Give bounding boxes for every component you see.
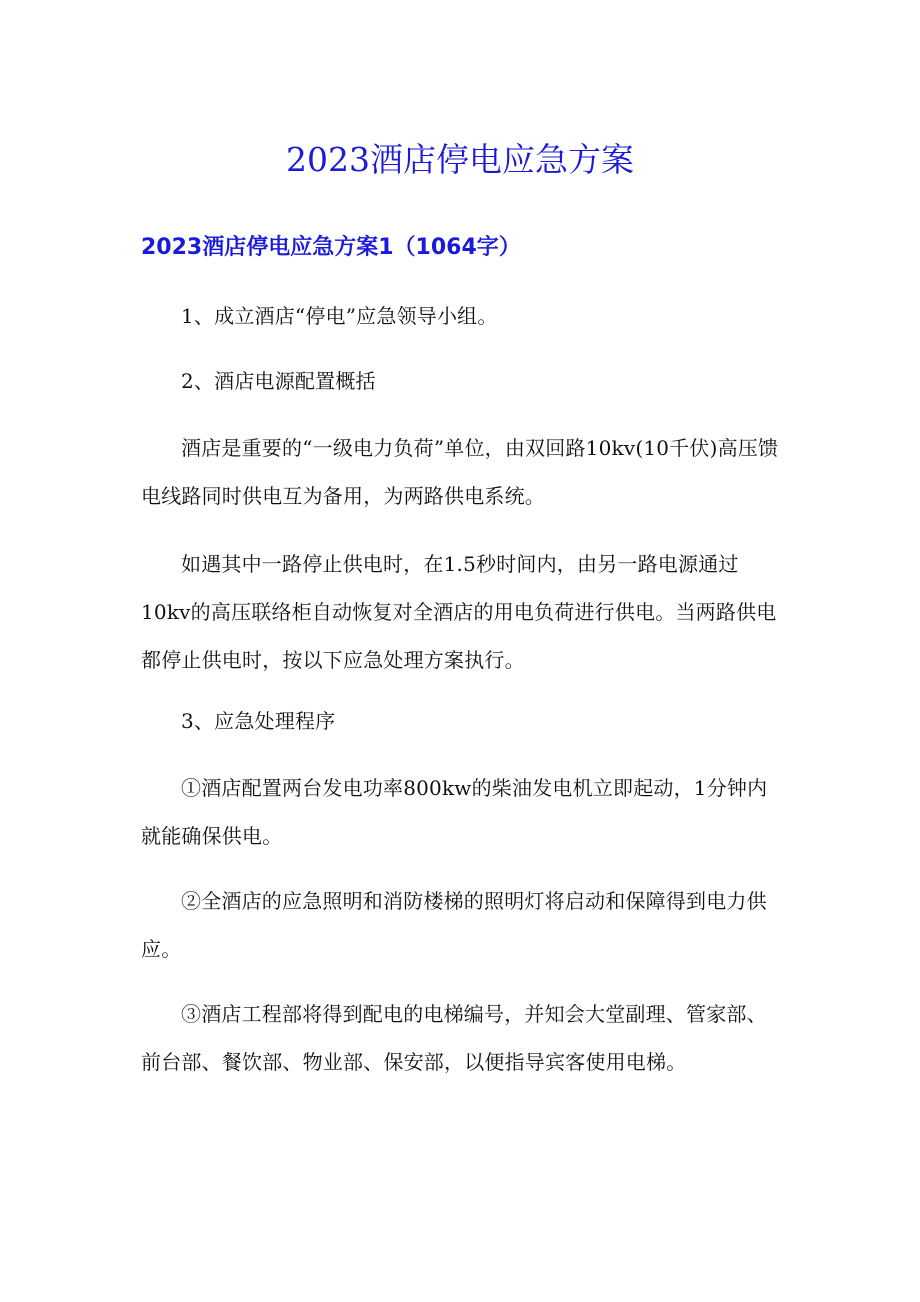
paragraph-4: 如遇其中一路停止供电时，在1.5秒时间内，由另一路电源通过10kv的高压联络柜自动恢复对全酒店的用电负荷进行供电。当两路供电都停止供电时，按以下应急处理方案执行。 — [141, 552, 777, 672]
section-heading: 2023酒店停电应急方案1（1064字） — [141, 235, 521, 260]
paragraph-1: 1、成立酒店“停电”应急领导小组。 — [181, 304, 498, 328]
document-title: 2023酒店停电应急方案 — [286, 140, 634, 179]
paragraph-7: ②全酒店的应急照明和消防楼梯的照明灯将启动和保障得到电力供应。 — [141, 889, 767, 961]
paragraph-6: ①酒店配置两台发电功率800kw的柴油发电机立即起动，1分钟内就能确保供电。 — [141, 776, 768, 848]
paragraph-5: 3、应急处理程序 — [181, 709, 336, 733]
paragraph-8: ③酒店工程部将得到配电的电梯编号，并知会大堂副理、管家部、前台部、餐饮部、物业部、保安部，以便指导宾客使用电梯。 — [141, 1002, 767, 1074]
paragraph-2: 2、酒店电源配置概括 — [181, 369, 376, 393]
paragraph-3: 酒店是重要的“一级电力负荷”单位，由双回路10kv(10千伏)高压馈电线路同时供电互为备用，为两路供电系统。 — [141, 436, 779, 508]
